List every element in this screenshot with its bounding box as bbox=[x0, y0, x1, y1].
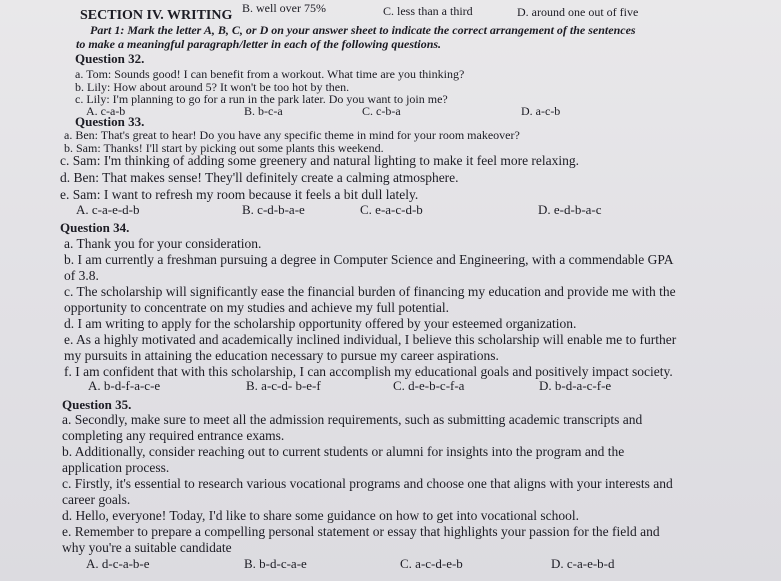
q34-sentence-c-line1: c. The scholarship will significantly ease the financial burden of financing my education and provide me with the bbox=[64, 284, 676, 299]
q34-option-b: B. a-c-d- b-e-f bbox=[246, 378, 321, 393]
q32-sentence-b: b. Lily: How about around 5? It won't be too hot by then. bbox=[75, 80, 350, 94]
q32-sentence-a: a. Tom: Sounds good! I can benefit from a workout. What time are you thinking? bbox=[75, 67, 465, 81]
q34-sentence-e-line2: my pursuits in attaining the education necessary to pursue my career aspirations. bbox=[64, 348, 499, 363]
q34-sentence-d: d. I am writing to apply for the scholarship opportunity offered by your esteemed organization. bbox=[64, 316, 577, 331]
q34-sentence-b-line1: b. I am currently a freshman pursuing a degree in Computer Science and Engineering, with a commendable GPA bbox=[64, 252, 674, 267]
part1-instruction-line1: Part 1: Mark the letter A, B, C, or D on your answer sheet to indicate the correct arrangement of the sentences bbox=[90, 23, 636, 37]
q35-sentence-a-line2: completing any required entrance exams. bbox=[62, 428, 285, 443]
q32-option-a: A. c-a-b bbox=[86, 104, 126, 118]
q33-option-b: B. c-d-b-a-e bbox=[242, 202, 305, 217]
question-32-title: Question 32. bbox=[75, 51, 145, 66]
question-35-title: Question 35. bbox=[62, 397, 132, 412]
top-option-b: B. well over 75% bbox=[242, 1, 326, 15]
q33-option-d: D. e-d-b-a-c bbox=[538, 202, 602, 217]
part1-instruction-line2: to make a meaningful paragraph/letter in each of the following questions. bbox=[76, 37, 442, 51]
q35-option-c: C. a-c-d-e-b bbox=[400, 556, 463, 571]
q35-option-a: A. d-c-a-b-e bbox=[86, 556, 150, 571]
q35-sentence-c-line1: c. Firstly, it's essential to research various vocational programs and choose one that aligns with your interests and bbox=[62, 476, 673, 491]
q33-option-a: A. c-a-e-d-b bbox=[76, 202, 140, 217]
q32-option-c: C. c-b-a bbox=[362, 104, 401, 118]
q35-sentence-d: d. Hello, everyone! Today, I'd like to share some guidance on how to get into vocational school. bbox=[62, 508, 579, 523]
question-34-title: Question 34. bbox=[60, 220, 130, 235]
top-option-c: C. less than a third bbox=[383, 4, 473, 18]
q32-option-d: D. a-c-b bbox=[521, 104, 561, 118]
question-33-title: Question 33. bbox=[75, 114, 145, 129]
q32-option-b: B. b-c-a bbox=[244, 104, 283, 118]
q33-sentence-d: d. Ben: That makes sense! They'll definitely create a calming atmosphere. bbox=[60, 170, 459, 185]
section-title: SECTION IV. WRITING bbox=[80, 8, 233, 23]
q34-option-c: C. d-e-b-c-f-a bbox=[393, 378, 465, 393]
q33-sentence-c: c. Sam: I'm thinking of adding some greenery and natural lighting to make it feel more relaxing. bbox=[60, 153, 580, 168]
q33-sentence-b: b. Sam: Thanks! I'll start by picking out some plants this weekend. bbox=[64, 141, 384, 155]
q34-sentence-b-line2: of 3.8. bbox=[64, 268, 99, 283]
q34-sentence-c-line2: opportunity to concentrate on my studies and achieve my full potential. bbox=[64, 300, 450, 315]
q32-sentence-c: c. Lily: I'm planning to go for a run in the park later. Do you want to join me? bbox=[75, 92, 448, 106]
q35-option-b: B. b-d-c-a-e bbox=[244, 556, 307, 571]
q34-sentence-a: a. Thank you for your consideration. bbox=[64, 236, 262, 251]
q35-sentence-e-line1: e. Remember to prepare a compelling personal statement or essay that highlights your passion for the field and bbox=[62, 524, 660, 539]
q33-option-c: C. e-a-c-d-b bbox=[360, 202, 423, 217]
q35-sentence-e-line2: why you're a suitable candidate bbox=[62, 540, 232, 555]
q35-sentence-a-line1: a. Secondly, make sure to meet all the admission requirements, such as submitting academic transcripts and bbox=[62, 412, 643, 427]
q35-sentence-b-line1: b. Additionally, consider reaching out to current students or alumni for insights into the program and the bbox=[62, 444, 625, 459]
top-option-d: D. around one out of five bbox=[517, 5, 639, 19]
q35-sentence-c-line2: career goals. bbox=[62, 492, 131, 507]
q34-option-a: A. b-d-f-a-c-e bbox=[88, 378, 161, 393]
q33-sentence-e: e. Sam: I want to refresh my room because it feels a bit dull lately. bbox=[60, 187, 419, 202]
q35-option-d: D. c-a-e-b-d bbox=[551, 556, 615, 571]
q35-sentence-b-line2: application process. bbox=[62, 460, 170, 475]
q33-sentence-a: a. Ben: That's great to hear! Do you have any specific theme in mind for your room makeover? bbox=[64, 128, 520, 142]
q34-sentence-f: f. I am confident that with this scholarship, I can accomplish my educational goals and positively impact society. bbox=[64, 364, 673, 379]
q34-sentence-e-line1: e. As a highly motivated and academically inclined individual, I believe this scholarship will enable me to further bbox=[64, 332, 677, 347]
q34-option-d: D. b-d-a-c-f-e bbox=[539, 378, 612, 393]
